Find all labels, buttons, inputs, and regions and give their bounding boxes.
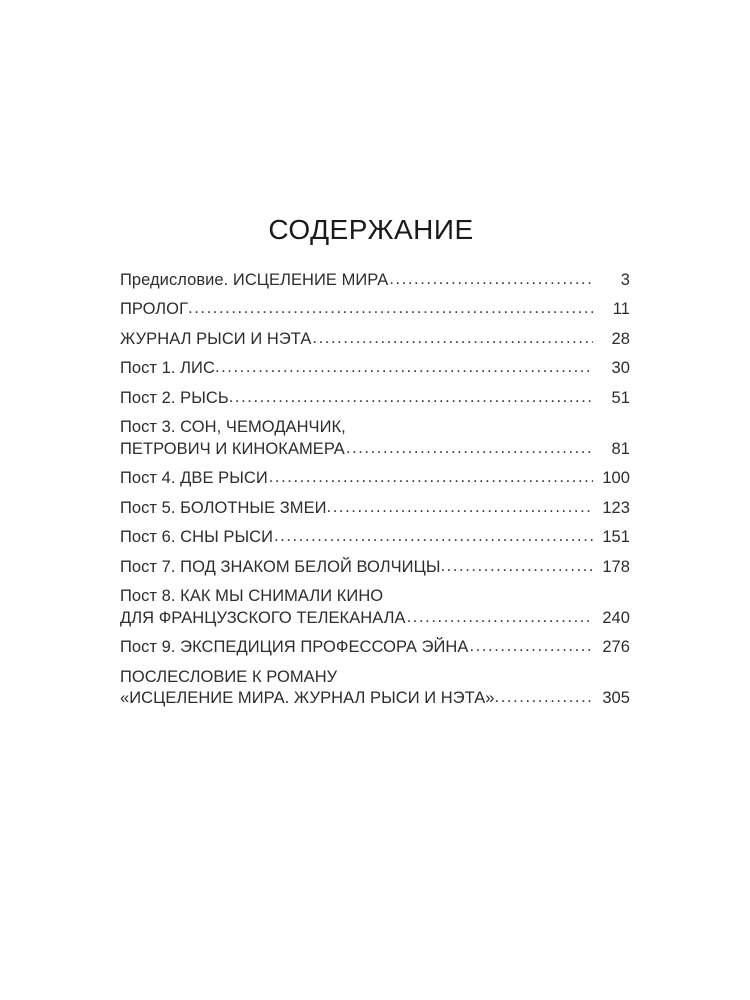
toc-entry-page-number: 123 bbox=[602, 498, 630, 517]
toc-entry-label: Пост 9. ЭКСПЕДИЦИЯ ПРОФЕССОРА ЭЙНА bbox=[120, 638, 469, 657]
toc-entry-label: ЖУРНАЛ РЫСИ И НЭТА bbox=[120, 329, 312, 348]
toc-entry-page-number: 3 bbox=[620, 270, 630, 289]
toc-entry-page-number: 51 bbox=[611, 388, 630, 407]
toc-entry-line bbox=[120, 441, 630, 458]
toc-entry-page-number: 81 bbox=[611, 439, 630, 458]
dot-leader bbox=[188, 300, 593, 317]
toc-entry-first-line: Пост 3. СОН, ЧЕМОДАНЧИК, bbox=[120, 418, 346, 437]
toc-entry-page-number: 240 bbox=[602, 608, 630, 627]
dot-leader bbox=[407, 609, 593, 626]
toc-entry[interactable] bbox=[120, 500, 630, 517]
toc-entry-line bbox=[120, 301, 630, 318]
toc-entry-page-number: 305 bbox=[602, 689, 630, 708]
toc-entry-page-number: 178 bbox=[602, 557, 630, 576]
dot-leader bbox=[215, 359, 593, 376]
dot-leader bbox=[312, 330, 593, 347]
dot-leader bbox=[495, 689, 593, 706]
toc-entry-line bbox=[120, 272, 630, 289]
toc-entry[interactable] bbox=[120, 669, 630, 707]
toc-entry-label: Пост 2. РЫСЬ bbox=[120, 388, 229, 407]
dot-leader bbox=[229, 389, 593, 406]
toc-entry[interactable] bbox=[120, 559, 630, 576]
toc-entry[interactable] bbox=[120, 272, 630, 289]
toc-entry-list bbox=[120, 272, 630, 707]
toc-entry-page-number: 151 bbox=[602, 528, 630, 547]
toc-entry-label: ПЕТРОВИЧ И КИНОКАМЕРА bbox=[120, 439, 345, 458]
dot-leader bbox=[389, 271, 593, 288]
toc-entry-label: Пост 1. ЛИС bbox=[120, 359, 215, 378]
toc-entry-label: ПРОЛОГ bbox=[120, 300, 189, 319]
page-title: СОДЕРЖАНИЕ bbox=[268, 214, 474, 245]
toc-entry[interactable] bbox=[120, 390, 630, 407]
toc-entry-line bbox=[120, 529, 630, 546]
toc-entry[interactable] bbox=[120, 639, 630, 656]
toc-entry-line bbox=[120, 639, 630, 656]
toc-entry[interactable] bbox=[120, 588, 630, 626]
toc-entry[interactable] bbox=[120, 419, 630, 457]
toc-entry-line bbox=[120, 610, 630, 627]
toc-entry-label: Пост 5. БОЛОТНЫЕ ЗМЕИ bbox=[120, 498, 327, 517]
toc-entry-label: Пост 4. ДВЕ РЫСИ bbox=[120, 469, 268, 488]
toc-entry-line bbox=[120, 360, 630, 377]
toc-entry-line bbox=[120, 690, 630, 707]
toc-entry-page-number: 28 bbox=[611, 329, 630, 348]
table-of-contents bbox=[120, 215, 630, 720]
toc-entry-label: «ИСЦЕЛЕНИЕ МИРА. ЖУРНАЛ РЫСИ И НЭТА» bbox=[120, 689, 495, 708]
toc-entry-page-number: 276 bbox=[602, 638, 630, 657]
toc-entry[interactable] bbox=[120, 529, 630, 546]
dot-leader bbox=[469, 638, 593, 655]
toc-entry-line bbox=[120, 559, 630, 576]
toc-entry-label: Пост 7. ПОД ЗНАКОМ БЕЛОЙ ВОЛЧИЦЫ bbox=[120, 557, 441, 576]
dot-leader bbox=[269, 469, 593, 486]
toc-entry-line bbox=[120, 470, 630, 487]
toc-entry[interactable] bbox=[120, 301, 630, 318]
toc-entry-page-number: 100 bbox=[602, 469, 630, 488]
toc-entry-line bbox=[120, 500, 630, 517]
toc-entry[interactable] bbox=[120, 331, 630, 348]
dot-leader bbox=[440, 558, 593, 575]
toc-entry-first-line: ПОСЛЕСЛОВИЕ К РОМАНУ bbox=[120, 667, 338, 686]
toc-entry-first-line: Пост 8. КАК МЫ СНИМАЛИ КИНО bbox=[120, 587, 384, 606]
dot-leader bbox=[327, 499, 593, 516]
toc-entry-page-number: 30 bbox=[611, 359, 630, 378]
toc-entry-line bbox=[120, 331, 630, 348]
toc-entry-line bbox=[120, 390, 630, 407]
toc-entry[interactable] bbox=[120, 360, 630, 377]
toc-entry-label: ДЛЯ ФРАНЦУЗСКОГО ТЕЛЕКАНАЛА bbox=[120, 608, 406, 627]
dot-leader bbox=[274, 528, 593, 545]
toc-entry-label: Предисловие. ИСЦЕЛЕНИЕ МИРА bbox=[120, 270, 389, 289]
toc-entry-page-number: 11 bbox=[612, 300, 630, 319]
toc-entry-label: Пост 6. СНЫ РЫСИ bbox=[120, 528, 273, 547]
dot-leader bbox=[346, 440, 593, 457]
toc-entry[interactable] bbox=[120, 470, 630, 487]
